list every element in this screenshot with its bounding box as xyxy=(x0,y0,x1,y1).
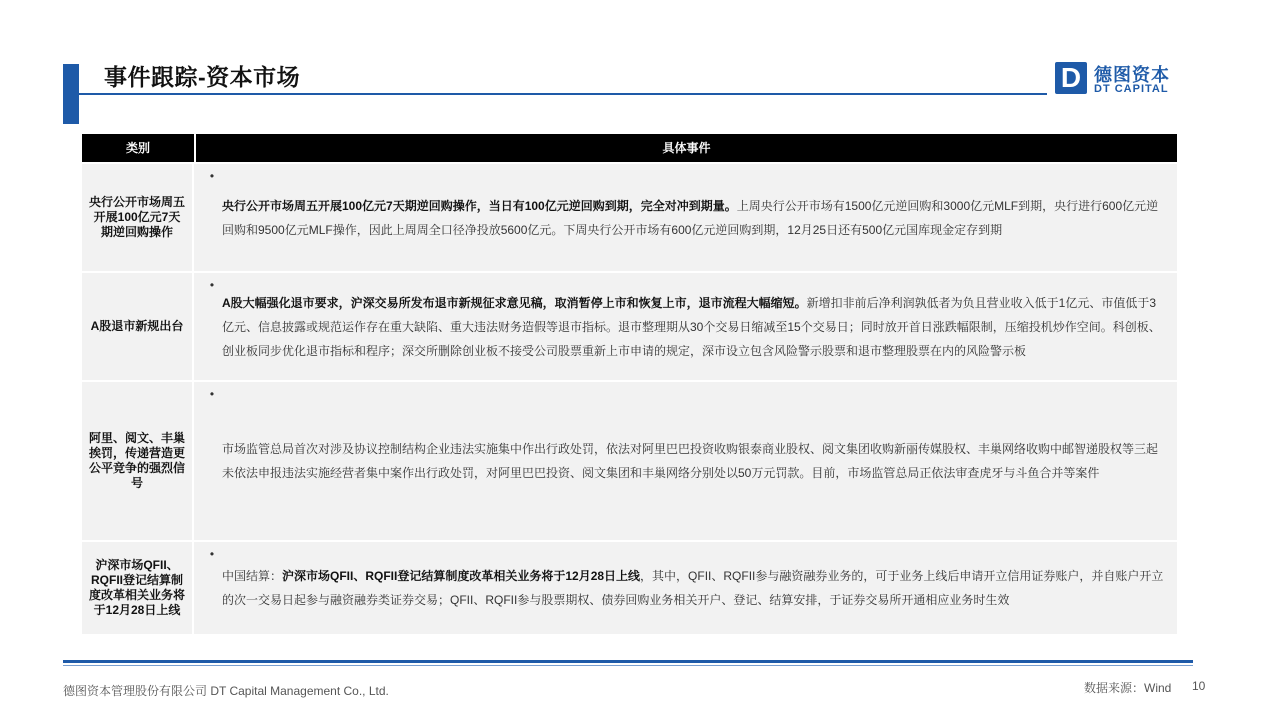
logo-chinese-name: 德图资本 xyxy=(1094,65,1170,85)
row-event xyxy=(194,273,1177,380)
table-row xyxy=(82,380,1177,540)
title-accent-bar xyxy=(63,64,79,124)
bullet-icon: • xyxy=(209,387,215,401)
column-header-category: 类别 xyxy=(82,134,196,162)
logo-english-name: DT CAPITAL xyxy=(1094,83,1169,95)
company-logo xyxy=(1055,62,1180,96)
event-text xyxy=(222,194,1167,242)
event-highlight: 沪深市场QFII、RQFII登记结算制度改革相关业务将于12月28日上线 xyxy=(282,569,641,583)
page-title: 事件跟踪-资本市场 xyxy=(104,64,301,90)
event-highlight: 央行公开市场周五开展100亿元7天期逆回购操作，当日有100亿元逆回购到期，完全对冲到期量。 xyxy=(222,198,737,213)
footer-divider-thin xyxy=(63,665,1193,666)
event-text xyxy=(222,291,1167,363)
row-category: 沪深市场QFII、RQFII登记结算制度改革相关业务将于12月28日上线 xyxy=(82,542,194,634)
row-category: 央行公开市场周五开展100亿元7天期逆回购操作 xyxy=(82,164,194,271)
row-category: 阿里、阅文、丰巢挨罚，传递营造更公平竞争的强烈信号 xyxy=(82,382,194,540)
event-detail: 新增扣非前后净利润孰低者为负且营业收入低于1亿元、市值低于3亿元、信息披露或规范运作存在重大缺陷、重大违法财务造假等退市指标。退市整理期从30个交易日缩减至15个交易日；同时放开首日涨跌幅限制，压缩投机炒作空间。科创板、创业板同步优化退市指标和程序；深交所删除创业板不接受公司股票重新上市申请的规定，深市设立包含风险警示股票和退市整理股票在内的风险警示板 xyxy=(222,295,1161,358)
logo-letter: D xyxy=(1060,62,1082,93)
row-event xyxy=(194,164,1177,271)
row-event xyxy=(194,542,1177,634)
row-event xyxy=(194,382,1177,540)
table-row xyxy=(82,162,1177,271)
event-detail: 市场监管总局首次对涉及协议控制结构企业违法实施集中作出行政处罚，依法对阿里巴巴投资收购银泰商业股权、阅文集团收购新丽传媒股权、丰巢网络收购中邮智递股权等三起未依法申报违法实施经营者集中案作出行政处罚，对阿里巴巴投资、阅文集团和丰巢网络分别处以50万元罚款。目前，市场监管总局正依法审查虎牙与斗鱼合并等案件 xyxy=(222,442,1159,480)
bullet-icon: • xyxy=(209,547,215,561)
logo-mark xyxy=(1055,62,1087,94)
event-detail: ，其中，QFII、RQFII参与融资融券业务的，可于业务上线后申请开立信用证券账户，并自账户开立的次一交易日起参与融资融券类证券交易；QFII、RQFII参与股票期权、债券回购业务相关开户、登记、结算安排，于证券交易所开通相应业务时生效 xyxy=(222,569,1164,607)
row-category: A股退市新规出台 xyxy=(82,273,194,380)
table-row xyxy=(82,271,1177,380)
footer-divider xyxy=(63,660,1193,663)
event-prefix: 中国结算： xyxy=(222,569,283,583)
events-table xyxy=(82,134,1177,634)
bullet-icon: • xyxy=(209,278,215,292)
event-detail: 上周央行公开市场有1500亿元逆回购和3000亿元MLF到期，央行进行600亿元逆回购和9500亿元MLF操作，因此上周周全口径净投放5600亿元。下周央行公开市场有600亿元逆回购到期，12月25日还有500亿元国库现金定存到期 xyxy=(222,198,1159,237)
column-header-events: 具体事件 xyxy=(662,141,711,155)
footer-company-name: 德图资本管理股份有限公司 DT Capital Management Co., Ltd. xyxy=(63,684,389,698)
title-divider xyxy=(79,93,1047,95)
event-highlight: A股大幅强化退市要求，沪深交易所发布退市新规征求意见稿，取消暂停上市和恢复上市，退市流程大幅缩短。 xyxy=(222,295,807,310)
event-text xyxy=(222,437,1167,485)
bullet-icon: • xyxy=(209,169,215,183)
table-header-row xyxy=(82,134,1177,162)
page-number: 10 xyxy=(1192,679,1206,693)
footer-data-source: 数据来源：Wind xyxy=(1084,681,1172,695)
event-text xyxy=(222,564,1167,612)
table-row xyxy=(82,540,1177,634)
